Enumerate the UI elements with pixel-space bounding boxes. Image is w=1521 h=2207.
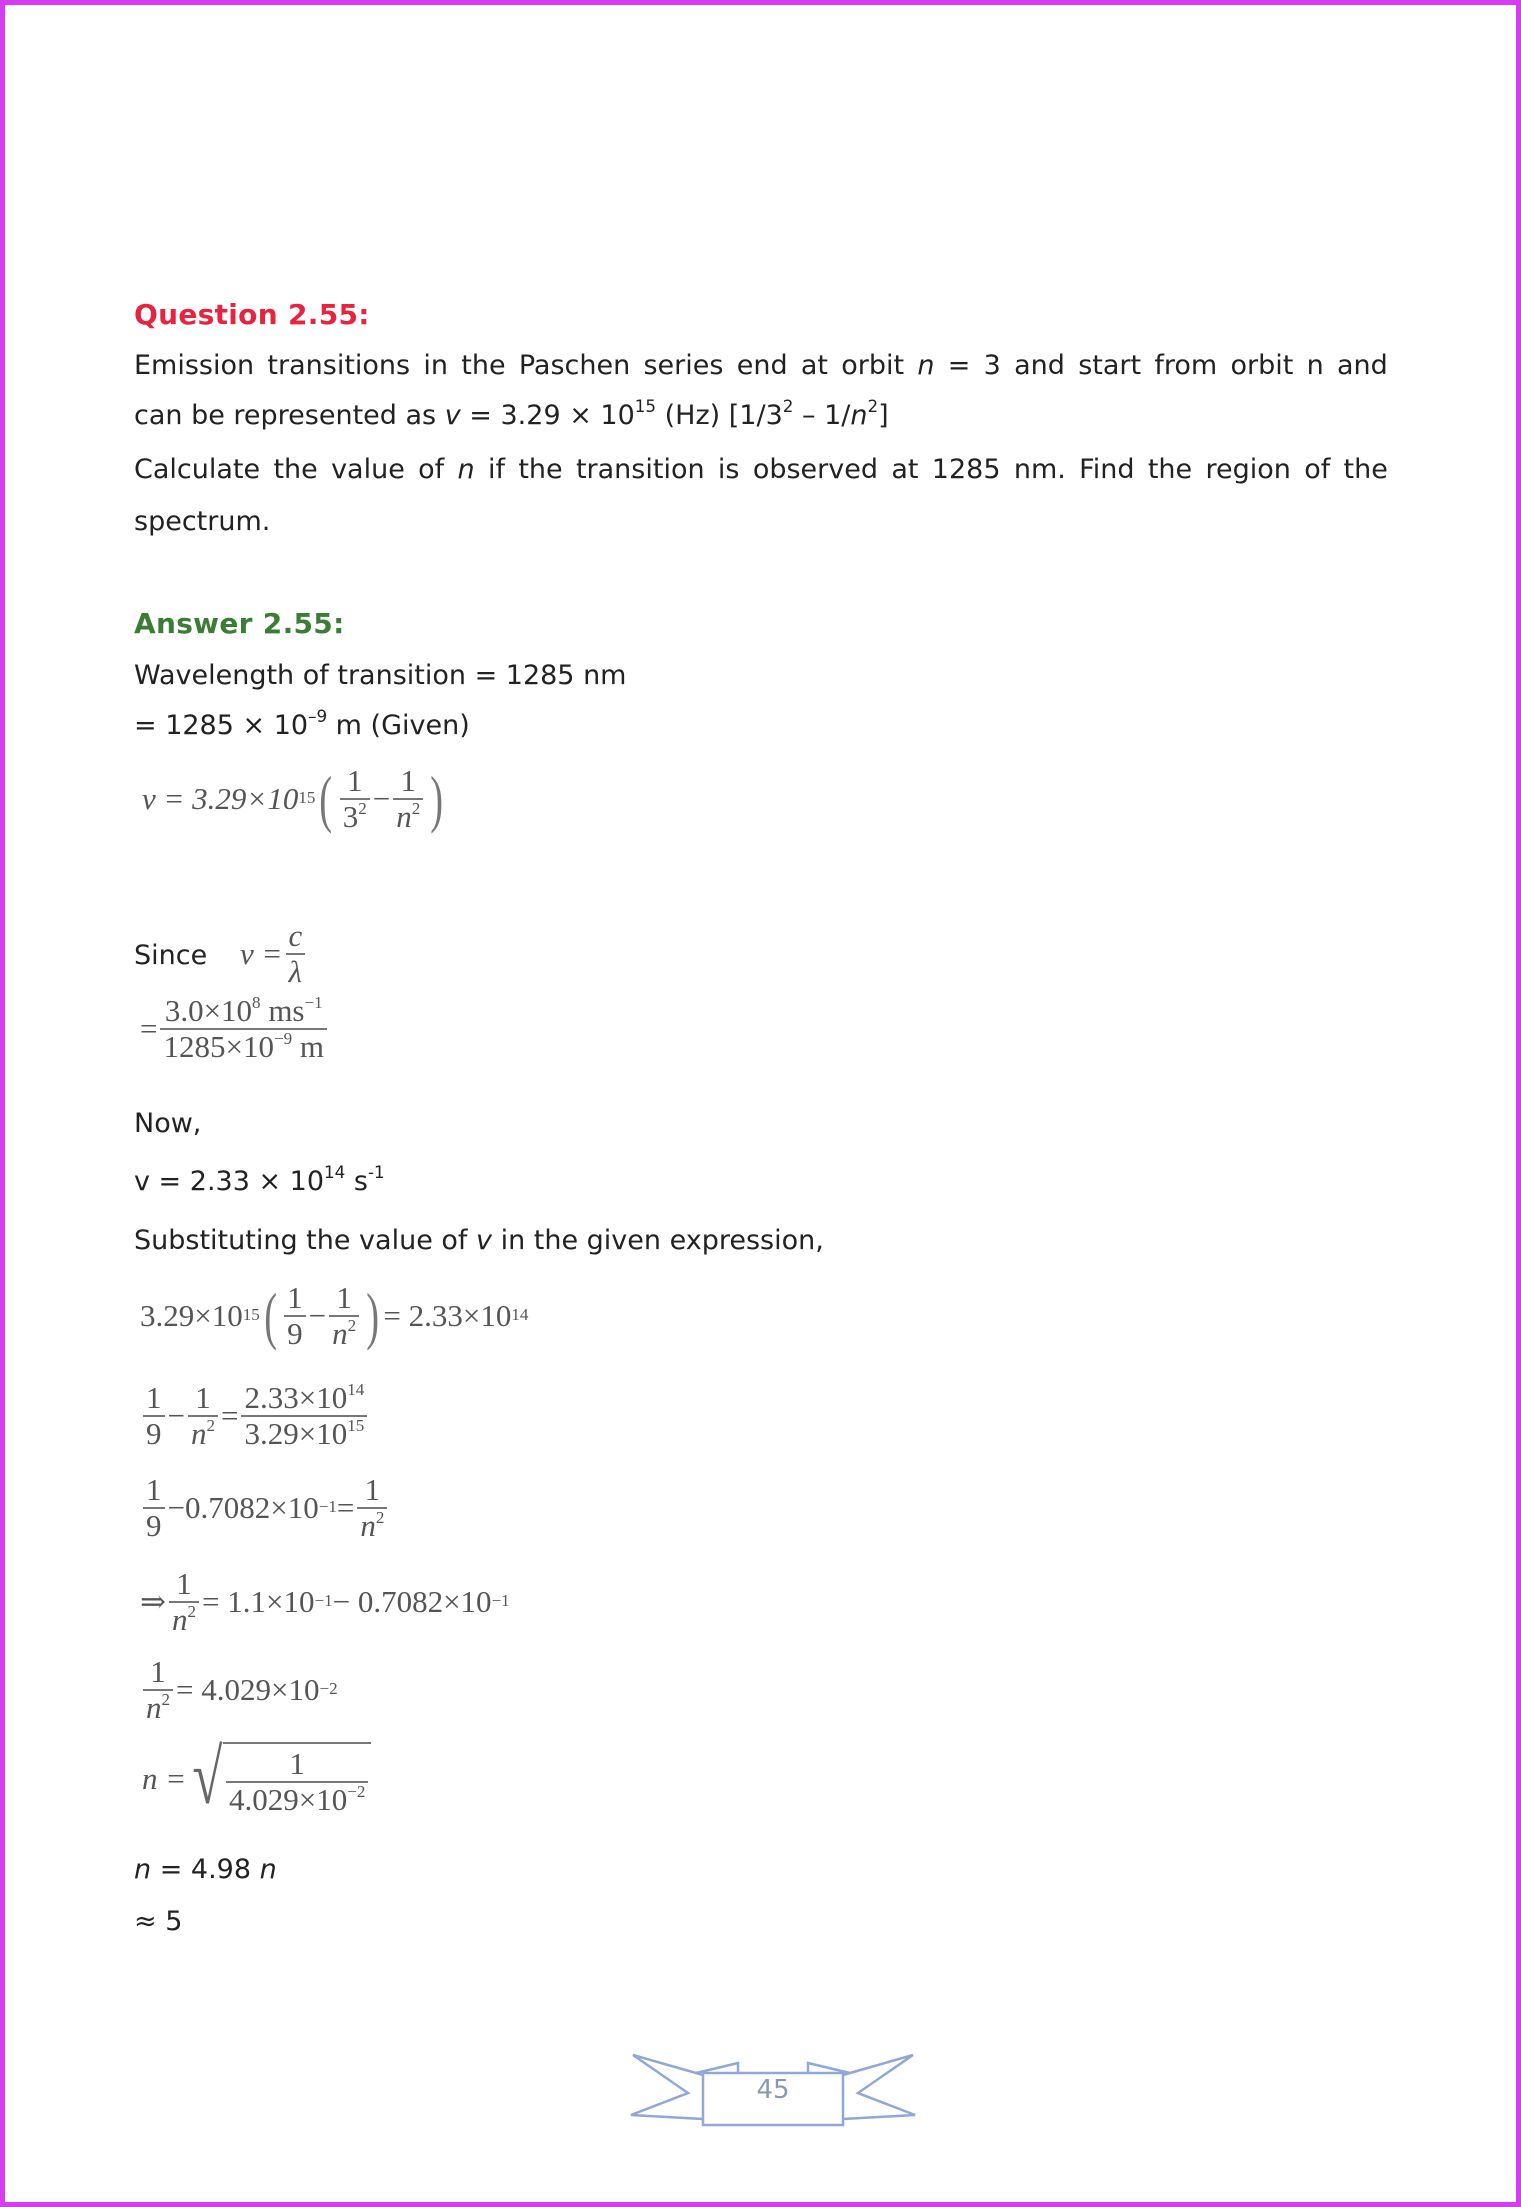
- text: = 3.29 × 10: [469, 400, 635, 431]
- word: n: [457, 454, 475, 485]
- minus: −: [372, 781, 391, 817]
- word: the: [273, 454, 318, 485]
- word: observed: [752, 454, 878, 485]
- word: value: [331, 454, 405, 485]
- fraction: [357, 1474, 387, 1543]
- word: orbit: [841, 350, 905, 381]
- equals: =: [221, 1398, 239, 1434]
- unit: m: [292, 1028, 324, 1064]
- word: Calculate: [134, 454, 261, 485]
- eq-text: −0.7082×10: [167, 1490, 319, 1526]
- text: s: [345, 1166, 368, 1197]
- radical-sign: √: [192, 1733, 223, 1820]
- eq-text: n =: [142, 1761, 187, 1797]
- question-heading: Question 2.55:: [134, 298, 370, 331]
- n-symbol: n: [850, 400, 868, 431]
- denominator: [188, 1415, 218, 1451]
- now-label: Now,: [134, 1108, 202, 1139]
- answer-heading: Answer 2.55:: [134, 607, 345, 640]
- word: if: [487, 454, 505, 485]
- eq-text: − 0.7082×10: [332, 1584, 492, 1620]
- unit: ms: [260, 993, 305, 1028]
- text: = 4.98: [151, 1854, 260, 1885]
- text: ]: [878, 400, 889, 431]
- numerator: c: [288, 918, 303, 953]
- fraction: [160, 992, 326, 1064]
- equation-c-over-lambda-values: [140, 992, 330, 1064]
- page-number: 45: [756, 2075, 790, 2105]
- substituting-line: [134, 1225, 824, 1256]
- word: in: [423, 350, 448, 381]
- denominator: 9: [143, 1507, 165, 1543]
- denominator: [393, 798, 423, 834]
- wavelength-line: Wavelength of transition = 1285 nm: [134, 660, 627, 691]
- word: n: [917, 350, 935, 381]
- word: start: [1078, 350, 1142, 381]
- text: Substituting the value of: [134, 1225, 476, 1256]
- word: at: [800, 350, 828, 381]
- word: the: [518, 454, 563, 485]
- exponent: 14: [324, 1162, 346, 1183]
- text: can be represented as: [134, 400, 437, 431]
- word: series: [643, 350, 724, 381]
- text: = 1285 × 10: [134, 710, 309, 741]
- equation-implies: ⇒ $\frac{1}{n^2}$ = 1.1×10 $^{-1}$ − 0.7082×10 $^{-1}$: [140, 1566, 510, 1637]
- word: of: [418, 454, 445, 485]
- denominator: [241, 1415, 367, 1451]
- denominator: [357, 1507, 387, 1543]
- equation-inverse-n-squared: $\frac{1}{n^2}$ = 4.029×10 $^{-2}$: [140, 1656, 338, 1725]
- numerator: [241, 1379, 367, 1415]
- denominator: [340, 798, 370, 834]
- denominator: λ: [286, 953, 305, 989]
- equation-subtraction: $\frac{1}{9}$ −0.7082×10 $^{-1}$ = $\frac{1}{n^2}$: [140, 1474, 390, 1543]
- equals: =: [336, 1490, 355, 1526]
- exponent: 2: [358, 798, 367, 818]
- word: of: [1304, 454, 1331, 485]
- exponent: 2: [782, 396, 794, 417]
- right-paren: ): [366, 1280, 380, 1352]
- exponent: 2: [347, 1315, 357, 1335]
- radicand: [223, 1742, 371, 1817]
- word: orbit: [1230, 350, 1294, 381]
- exponent: -1: [367, 1162, 385, 1183]
- denominator: [169, 1601, 199, 1637]
- text: v = 2.33 × 10: [134, 1166, 325, 1197]
- eq-text: = 4.029×10: [176, 1672, 320, 1708]
- exponent: 15: [634, 396, 657, 417]
- fraction: [226, 1748, 368, 1817]
- numerator: 1: [336, 1280, 352, 1315]
- word: Paschen: [518, 350, 631, 381]
- implies-arrow: ⇒: [140, 1584, 166, 1620]
- den-text: 4.029×10: [228, 1781, 348, 1817]
- word: is: [717, 454, 740, 485]
- denominator: 9: [284, 1315, 306, 1351]
- exponent: −9: [273, 1028, 293, 1048]
- fraction: [143, 1474, 165, 1543]
- equation-ratio: [140, 1379, 370, 1451]
- den-text: n: [190, 1415, 207, 1451]
- den-text: 3.29×10: [244, 1415, 348, 1451]
- text: (Hz) [1/3: [656, 400, 783, 431]
- word: Find: [1079, 454, 1135, 485]
- den-text: n: [396, 798, 412, 834]
- exponent: 2: [411, 798, 421, 818]
- exponent: 8: [252, 992, 261, 1012]
- word: Emission: [134, 350, 255, 381]
- right-paren: ): [430, 763, 444, 835]
- fraction: [143, 1656, 173, 1725]
- n-symbol: n: [134, 1854, 152, 1885]
- numerator: 1: [176, 1566, 192, 1601]
- num-text: 2.33×10: [244, 1380, 348, 1415]
- word: =: [947, 350, 971, 381]
- equation-frequency-formula: ν = 3.29×10 $^{15}$ ( $\frac{1}{3^2}$ − $\frac{1}{n^2}$ ): [142, 763, 444, 835]
- fraction: [143, 1382, 165, 1451]
- question-line-2: [134, 396, 889, 431]
- denominator: [226, 1781, 368, 1817]
- square-root: [186, 1733, 371, 1820]
- exponent: −2: [347, 1781, 366, 1801]
- exponent: 2: [375, 1507, 385, 1527]
- numerator: 1: [146, 1472, 162, 1507]
- exponent: 14: [347, 1379, 365, 1399]
- fraction: [284, 1282, 306, 1351]
- num-text: 3.0×10: [164, 993, 253, 1028]
- numerator: 1: [150, 1654, 166, 1689]
- minus: −: [308, 1298, 327, 1334]
- text: m (Given): [327, 710, 470, 741]
- den-text: n: [332, 1315, 348, 1351]
- question-line-4: spectrum.: [134, 506, 271, 537]
- fraction: [241, 1379, 367, 1451]
- question-line-1: [134, 350, 1388, 381]
- numerator: 1: [346, 763, 363, 798]
- word: and: [1336, 350, 1388, 381]
- exponent: –9: [308, 706, 328, 727]
- equals: =: [140, 1011, 158, 1047]
- question-line-3: [134, 454, 1388, 485]
- den-text: n: [171, 1601, 188, 1637]
- word: end: [736, 350, 788, 381]
- numerator: 1: [400, 763, 416, 798]
- fraction: [329, 1282, 359, 1351]
- fraction: [169, 1568, 199, 1637]
- n-symbol: n: [259, 1854, 277, 1885]
- word: nm.: [1013, 454, 1066, 485]
- word: 1285: [931, 454, 1001, 485]
- word: 3: [983, 350, 1001, 381]
- since-label: Since: [134, 940, 208, 971]
- eq-text: ν = 3.29×10: [142, 781, 299, 817]
- den-text: 1285×10: [163, 1028, 274, 1064]
- word: from: [1154, 350, 1218, 381]
- fraction: [188, 1382, 218, 1451]
- nu-symbol: v: [476, 1225, 492, 1256]
- page-number-ribbon: [628, 2053, 918, 2139]
- word: at: [891, 454, 919, 485]
- numerator: 1: [287, 1280, 303, 1315]
- eq-text: = 1.1×10: [202, 1584, 315, 1620]
- exponent: 2: [187, 1601, 196, 1621]
- word: n: [1306, 350, 1324, 381]
- fraction: [393, 765, 423, 834]
- text: – 1/: [793, 400, 851, 431]
- approx-result: ≈ 5: [134, 1906, 183, 1937]
- left-paren: (: [319, 763, 333, 835]
- word: region: [1205, 454, 1291, 485]
- minus: −: [167, 1398, 185, 1434]
- exponent: 15: [347, 1415, 365, 1435]
- fraction: [285, 920, 305, 989]
- numerator: [162, 992, 326, 1028]
- equation-sqrt: [142, 1733, 371, 1820]
- equation-substituted: 3.29×10 $^{15}$ ( $\frac{1}{9}$ − $\frac{1}{n^2}$ ) = 2.33×10 $^{14}$: [140, 1280, 529, 1352]
- exponent: 2: [867, 396, 879, 417]
- word: the: [1343, 454, 1388, 485]
- numerator: 1: [195, 1380, 211, 1415]
- den-text: n: [360, 1507, 376, 1543]
- word: the: [461, 350, 506, 381]
- numerator: 1: [289, 1746, 305, 1781]
- exponent: −1: [304, 992, 323, 1012]
- left-paren: (: [264, 1280, 277, 1352]
- text: in the given expression,: [491, 1225, 824, 1256]
- word: and: [1014, 350, 1065, 381]
- word: the: [1147, 454, 1193, 485]
- word: transition: [575, 454, 705, 485]
- nu-symbol: v: [444, 400, 461, 431]
- frequency-value-line: [134, 1162, 385, 1197]
- eq-text: 3.29×10: [140, 1298, 243, 1334]
- denominator: [329, 1315, 359, 1351]
- eq-text: = 2.33×10: [383, 1298, 512, 1334]
- result-line: [134, 1854, 277, 1885]
- fraction: [340, 765, 370, 834]
- den-text: n: [146, 1689, 162, 1725]
- den-text: 3: [342, 798, 359, 834]
- word: transitions: [267, 350, 411, 381]
- numerator: 1: [364, 1472, 381, 1507]
- numerator: 1: [146, 1380, 162, 1415]
- denominator: [143, 1689, 173, 1725]
- denominator: 9: [143, 1415, 165, 1451]
- exponent: 2: [161, 1689, 171, 1709]
- equation-nu-c-lambda: [240, 920, 308, 989]
- denominator: [160, 1028, 326, 1064]
- eq-text: ν =: [240, 936, 283, 972]
- exponent: 2: [206, 1415, 215, 1435]
- given-line: [134, 706, 470, 741]
